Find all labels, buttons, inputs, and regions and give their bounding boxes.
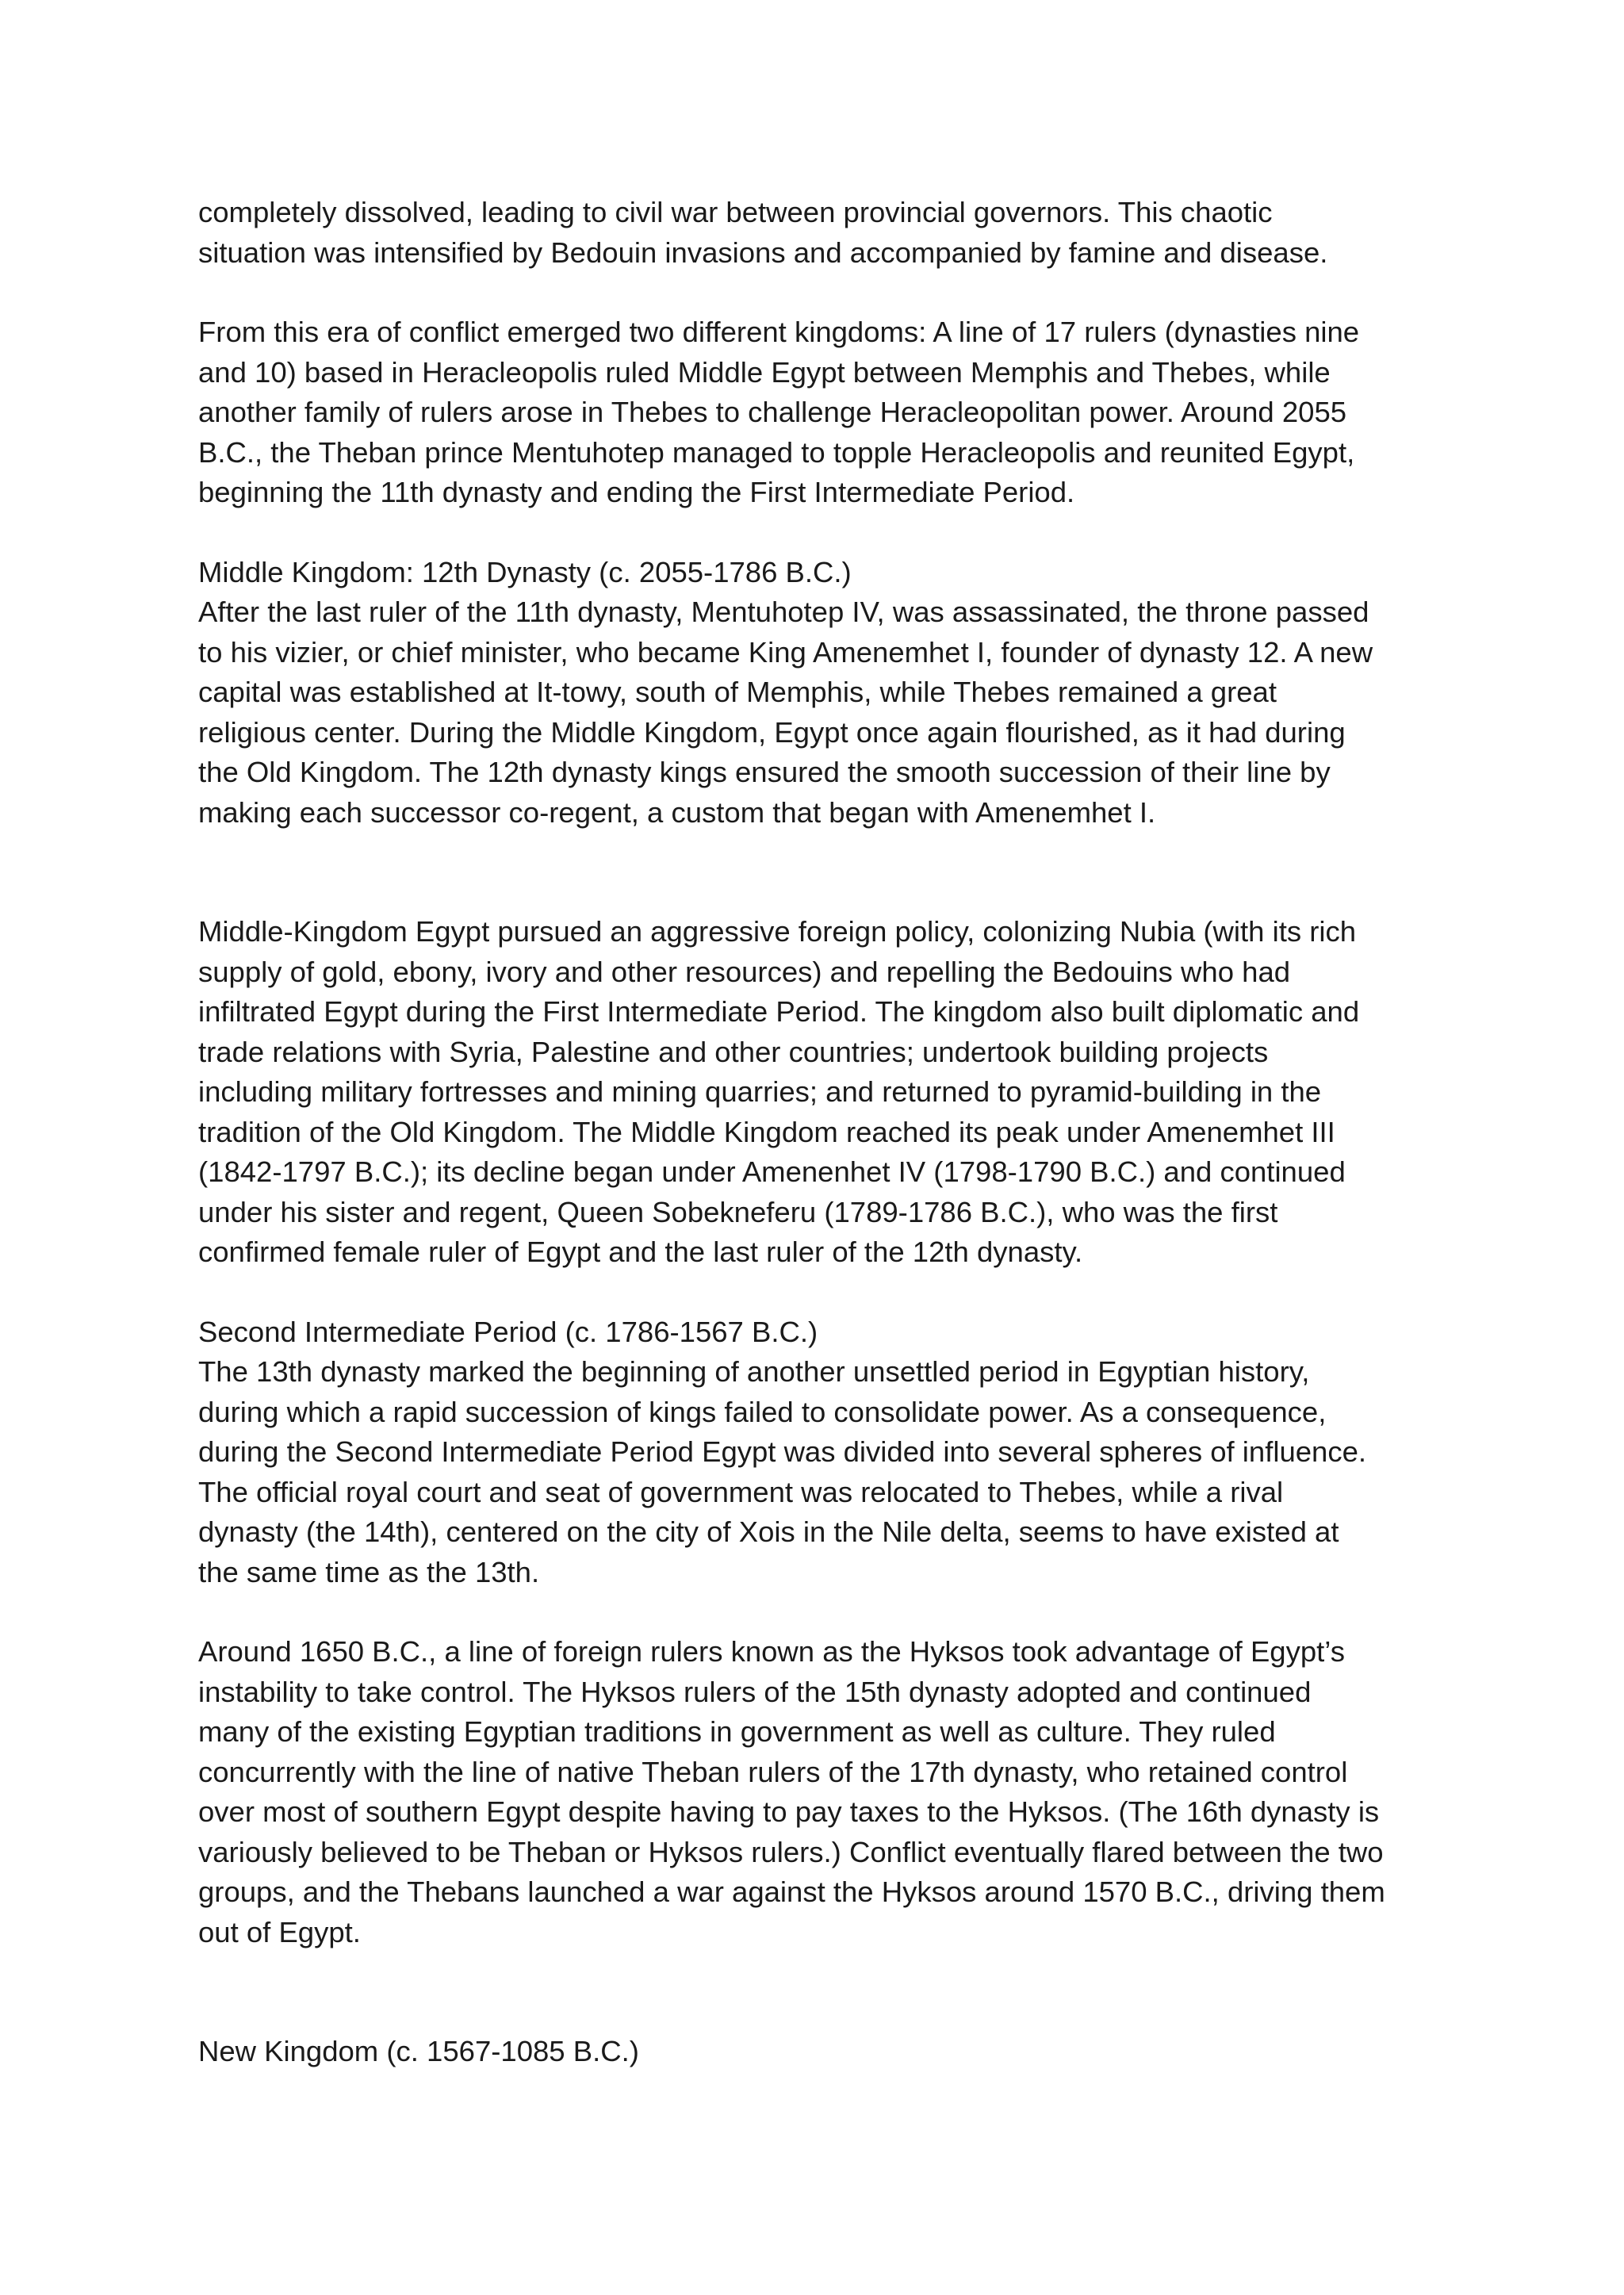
text-line: the same time as the 13th.: [198, 1555, 540, 1588]
text-line: the Old Kingdom. The 12th dynasty kings ensured the smooth succession of their line by: [198, 756, 1331, 788]
text-line: under his sister and regent, Queen Sobekneferu (1789-1786 B.C.), who was the first: [198, 1195, 1278, 1228]
text-line: out of Egypt.: [198, 1915, 361, 1948]
text-line: (1842-1797 B.C.); its decline began under Amenenhet IV (1798-1790 B.C.) and continued: [198, 1155, 1346, 1188]
section-heading-middle-kingdom: Middle Kingdom: 12th Dynasty (c. 2055-1786 B.C.): [198, 555, 852, 588]
text-line: capital was established at It-towy, south of Memphis, while Thebes remained a great: [198, 676, 1277, 708]
paragraph-dissolution: [198, 193, 1434, 273]
text-line: supply of gold, ebony, ivory and other resources) and repelling the Bedouins who had: [198, 955, 1291, 988]
text-line: and 10) based in Heracleopolis ruled Middle Egypt between Memphis and Thebes, while: [198, 355, 1331, 389]
paragraph-foreign-policy: [198, 912, 1434, 1273]
paragraph-13th-dynasty: [198, 1352, 1434, 1592]
paragraph-two-kingdoms: [198, 312, 1434, 513]
text-line: completely dissolved, leading to civil war between provincial governors. This chaotic: [198, 196, 1273, 228]
text-line: many of the existing Egyptian traditions in government as well as culture. They ruled: [198, 1715, 1276, 1748]
text-line: during the Second Intermediate Period Egypt was divided into several spheres of influence.: [198, 1435, 1367, 1468]
text-line: Around 1650 B.C., a line of foreign rulers known as the Hyksos took advantage of Egypt’s: [198, 1635, 1345, 1668]
text-line: variously believed to be Theban or Hyksos rulers.) Conflict eventually flared between the two: [198, 1835, 1384, 1868]
paragraph-gap: [198, 1592, 1434, 1632]
paragraph-gap: [198, 273, 1434, 312]
text-line: beginning the 11th dynasty and ending the First Intermediate Period.: [198, 476, 1075, 508]
text-line: including military fortresses and mining quarries; and returned to pyramid-building in the: [198, 1075, 1322, 1108]
text-line: another family of rulers arose in Thebes to challenge Heracleopolitan power. Around 2055: [198, 396, 1347, 428]
text-line: religious center. During the Middle Kingdom, Egypt once again flourished, as it had during: [198, 715, 1346, 749]
text-line: confirmed female ruler of Egypt and the last ruler of the 12th dynasty.: [198, 1236, 1083, 1268]
text-line: The 13th dynasty marked the beginning of another unsettled period in Egyptian history,: [198, 1355, 1310, 1388]
text-line: over most of southern Egypt despite having to pay taxes to the Hyksos. (The 16th dynasty is: [198, 1795, 1380, 1828]
text-line: groups, and the Thebans launched a war against the Hyksos around 1570 B.C., driving them: [198, 1875, 1385, 1908]
section-heading-new-kingdom: New Kingdom (c. 1567-1085 B.C.): [198, 2035, 639, 2067]
text-line: concurrently with the line of native Theban rulers of the 17th dynasty, who retained control: [198, 1755, 1348, 1788]
text-line: B.C., the Theban prince Mentuhotep managed to topple Heracleopolis and reunited Egypt,: [198, 435, 1355, 469]
text-line: dynasty (the 14th), centered on the city of Xois in the Nile delta, seems to have existed at: [198, 1515, 1339, 1548]
paragraph-amenemhet: [198, 592, 1434, 833]
section-heading-second-intermediate: Second Intermediate Period (c. 1786-1567 B.C.): [198, 1315, 818, 1348]
text-line: to his vizier, or chief minister, who became King Amenemhet I, founder of dynasty 12. A new: [198, 635, 1373, 669]
text-line: Middle-Kingdom Egypt pursued an aggressive foreign policy, colonizing Nubia (with its rich: [198, 915, 1357, 948]
text-line: trade relations with Syria, Palestine and other countries; undertook building projects: [198, 1035, 1269, 1068]
text-line: After the last ruler of the 11th dynasty, Mentuhotep IV, was assassinated, the throne passed: [198, 596, 1369, 628]
paragraph-gap: [198, 1273, 1434, 1312]
paragraph-gap: [198, 1952, 1434, 2032]
paragraph-gap: [198, 833, 1434, 912]
paragraph-gap: [198, 513, 1434, 553]
text-line: The official royal court and seat of government was relocated to Thebes, while a rival: [198, 1475, 1284, 1508]
text-line: making each successor co-regent, a custom that began with Amenemhet I.: [198, 795, 1156, 829]
text-line: instability to take control. The Hyksos rulers of the 15th dynasty adopted and continued: [198, 1675, 1312, 1708]
text-line: tradition of the Old Kingdom. The Middle Kingdom reached its peak under Amenemhet III: [198, 1115, 1335, 1148]
text-line: infiltrated Egypt during the First Intermediate Period. The kingdom also built diplomatic and: [198, 995, 1360, 1028]
paragraph-hyksos: [198, 1632, 1434, 1952]
text-line: situation was intensified by Bedouin invasions and accompanied by famine and disease.: [198, 236, 1328, 269]
text-line: From this era of conflict emerged two different kingdoms: A line of 17 rulers (dynasties nine: [198, 316, 1360, 348]
text-line: during which a rapid succession of kings failed to consolidate power. As a consequence,: [198, 1395, 1327, 1428]
